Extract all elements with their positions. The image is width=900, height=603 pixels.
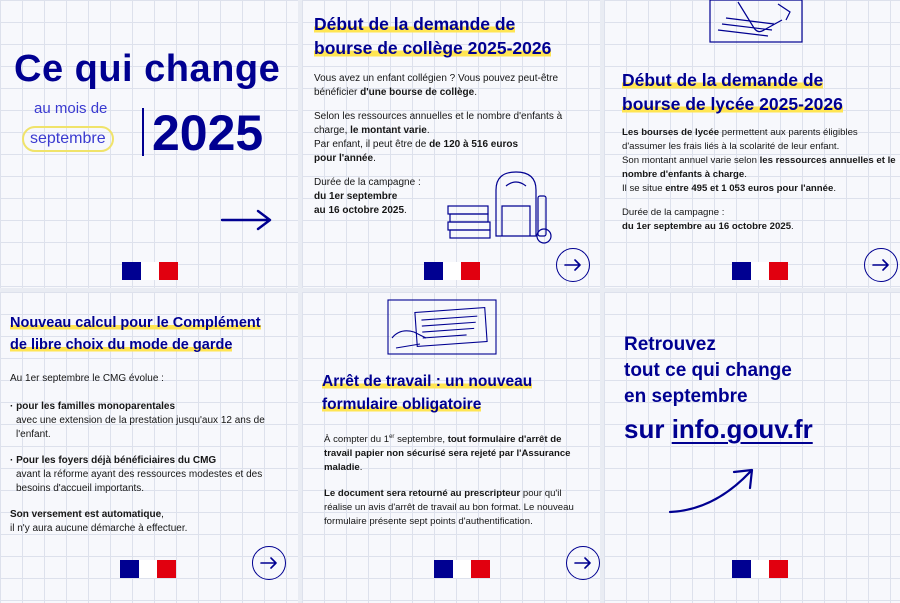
curved-arrow-icon xyxy=(664,462,764,518)
cmg-card xyxy=(0,292,298,603)
sick-leave-title: Arrêt de travail : un nouveau formulaire obligatoire xyxy=(322,373,533,413)
outro-site: sur info.gouv.fr xyxy=(624,414,813,444)
republique-flag-logo xyxy=(122,262,178,280)
outro-heading: Retrouvez tout ce qui change en septembre xyxy=(624,334,792,407)
republique-flag-logo xyxy=(434,560,490,578)
republique-flag-logo xyxy=(424,262,480,280)
next-button[interactable] xyxy=(566,546,600,580)
lycee-title: Début de la demande de bourse de lycée 2025-2026 xyxy=(622,70,843,114)
sick-leave-body: À compter du 1er septembre, tout formulaire d'arrêt de travail papier non sécurisé sera rejeté par l'Assurance maladie. Le document sera retourné au prescripteur pour qu'il réalise un avis d'arrêt de travail au bon format. Le nouveau formulaire présente sept points d'authentification. xyxy=(324,434,574,528)
arrow-right-icon xyxy=(872,259,890,271)
intro-card xyxy=(0,0,298,288)
arrow-right-icon xyxy=(260,557,278,569)
republique-flag-logo xyxy=(732,262,788,280)
page-title: Ce qui change xyxy=(14,48,281,90)
next-button[interactable] xyxy=(556,248,590,282)
sick-leave-card xyxy=(302,292,600,603)
divider xyxy=(142,108,144,156)
college-grant-card xyxy=(302,0,600,288)
arrow-right-icon xyxy=(564,259,582,271)
info-gouv-link[interactable]: info.gouv.fr xyxy=(671,414,813,444)
next-button[interactable] xyxy=(252,546,286,580)
college-body: Vous avez un enfant collégien ? Vous pouvez peut-être bénéficier d'une bourse de collège. Selon les ressources annuelles et le nombre d'enfants à charge, le montant varie. Par enfant, il peut être de de 120 à 516 euros pour l'année. Durée de la campagne : du 1er septembre au 16 octobre 2025. xyxy=(314,73,563,216)
sick-leave-form-illustration xyxy=(386,298,498,356)
school-backpack-books-illustration xyxy=(446,166,556,246)
lycee-grant-card xyxy=(604,0,900,288)
republique-flag-logo xyxy=(732,560,788,578)
cmg-title: Nouveau calcul pour le Complément de libre choix du mode de garde xyxy=(10,315,261,353)
intro-year: 2025 xyxy=(152,105,264,161)
republique-flag-logo xyxy=(120,560,176,578)
next-button[interactable] xyxy=(864,248,898,282)
intro-month: septembre xyxy=(22,126,114,152)
arrow-right-icon xyxy=(574,557,592,569)
arrow-right-icon xyxy=(220,208,274,232)
outro-card xyxy=(604,292,900,603)
cmg-body: Au 1er septembre le CMG évolue : · pour les familles monoparentales avec une extension de la prestation jusqu'aux 12 ans de l'enfant. · Pour les foyers déjà bénéficiaires du CMG avant la réforme ayant des ressources modestes et des besoins d'accueil importants. Son versement est automatique, il n'y aura aucune démarche à effectuer. xyxy=(10,373,265,534)
college-title: Début de la demande de bourse de collège 2025-2026 xyxy=(314,14,552,58)
intro-subtitle: au mois de xyxy=(34,100,108,117)
lycee-body: Les bourses de lycée permettent aux parents éligibles d'assumer les frais liés à la scolarité de leur enfant. Son montant annuel varie selon les ressources annuelles et le nombre d'enfants à charge. Il se situe entre 495 et 1 053 euros pour l'année. Durée de la campagne : du 1er septembre au 16 octobre 2025. xyxy=(622,127,896,232)
writing-hand-illustration xyxy=(708,0,804,44)
